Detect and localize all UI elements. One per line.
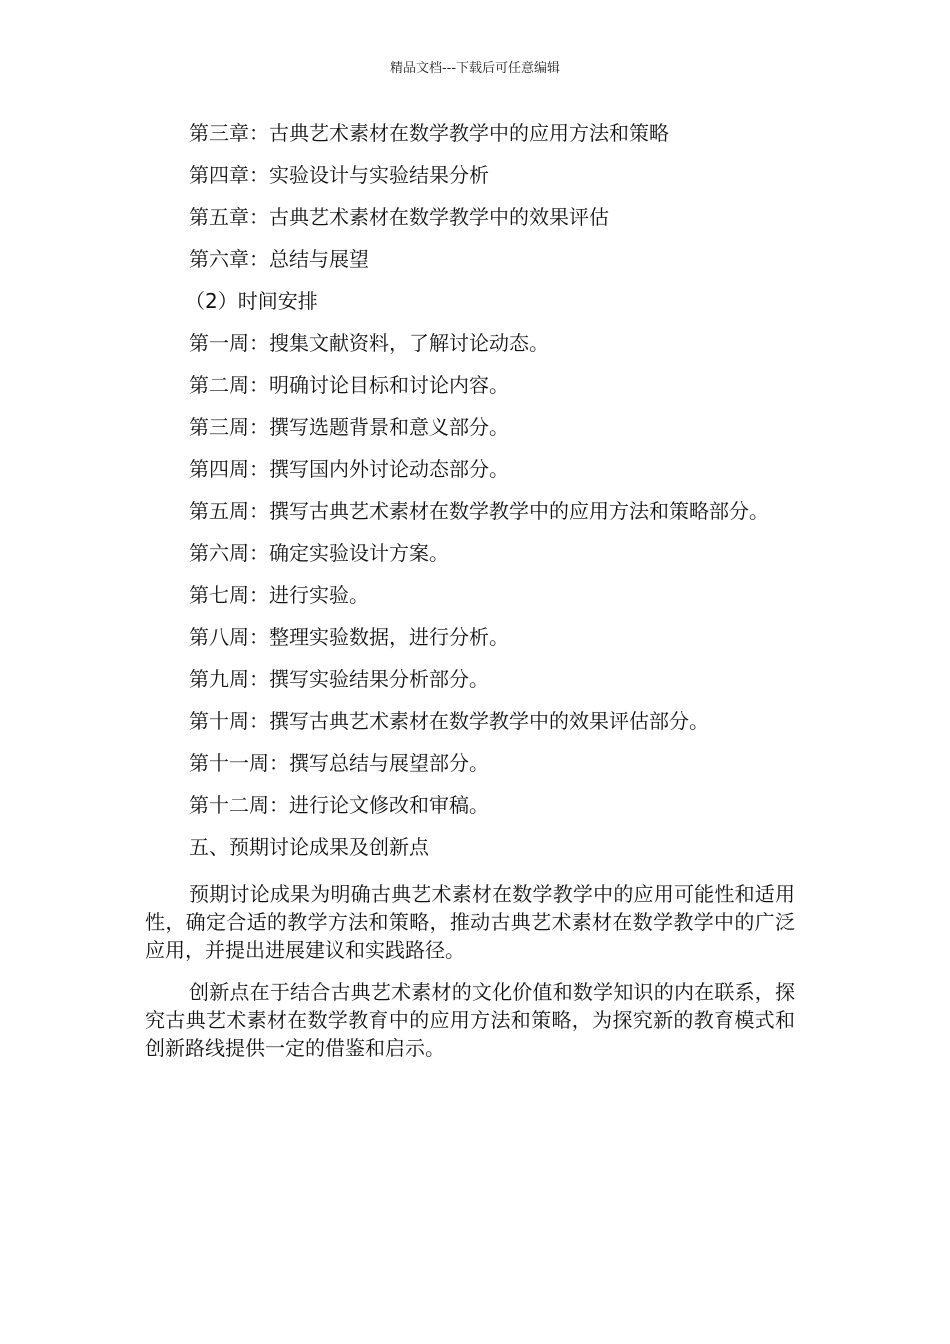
schedule-week: 第七周：进行实验。 [189,583,369,607]
chapter-line: 第三章：古典艺术素材在数学教学中的应用方法和策略 [189,121,669,145]
expected-results-paragraph: 预期讨论成果为明确古典艺术素材在数学教学中的应用可能性和适用性，确定合适的教学方法和策略，推动古典艺术素材在数学教学中的广泛应用，并提出进展建议和实践路径。 [145,882,795,962]
schedule-week: 第八周：整理实验数据，进行分析。 [189,625,509,649]
section-heading: 五、预期讨论成果及创新点 [189,835,429,859]
schedule-week: 第十二周：进行论文修改和审稿。 [189,793,489,817]
page-header-note: 精品文档---下载后可任意编辑 [389,61,561,76]
chapter-line: 第五章：古典艺术素材在数学教学中的效果评估 [189,205,609,229]
schedule-week: 第九周：撰写实验结果分析部分。 [189,667,489,691]
schedule-week: 第五周：撰写古典艺术素材在数学教学中的应用方法和策略部分。 [189,499,769,523]
schedule-week: 第四周：撰写国内外讨论动态部分。 [189,457,509,481]
schedule-week: 第二周：明确讨论目标和讨论内容。 [189,373,509,397]
document-body [145,112,795,1062]
schedule-week: 第六周：确定实验设计方案。 [189,541,449,565]
schedule-week: 第一周：搜集文献资料，了解讨论动态。 [189,331,549,355]
chapter-line: 第六章：总结与展望 [189,247,369,271]
schedule-week: 第十周：撰写古典艺术素材在数学教学中的效果评估部分。 [189,709,709,733]
schedule-heading: （2）时间安排 [185,289,318,313]
chapter-line: 第四章：实验设计与实验结果分析 [189,163,489,187]
schedule-week: 第三周：撰写选题背景和意义部分。 [189,415,509,439]
innovation-paragraph: 创新点在于结合古典艺术素材的文化价值和数学知识的内在联系，探究古典艺术素材在数学教育中的应用方法和策略，为探究新的教育模式和创新路线提供一定的借鉴和启示。 [145,980,795,1060]
schedule-week: 第十一周：撰写总结与展望部分。 [189,751,489,775]
